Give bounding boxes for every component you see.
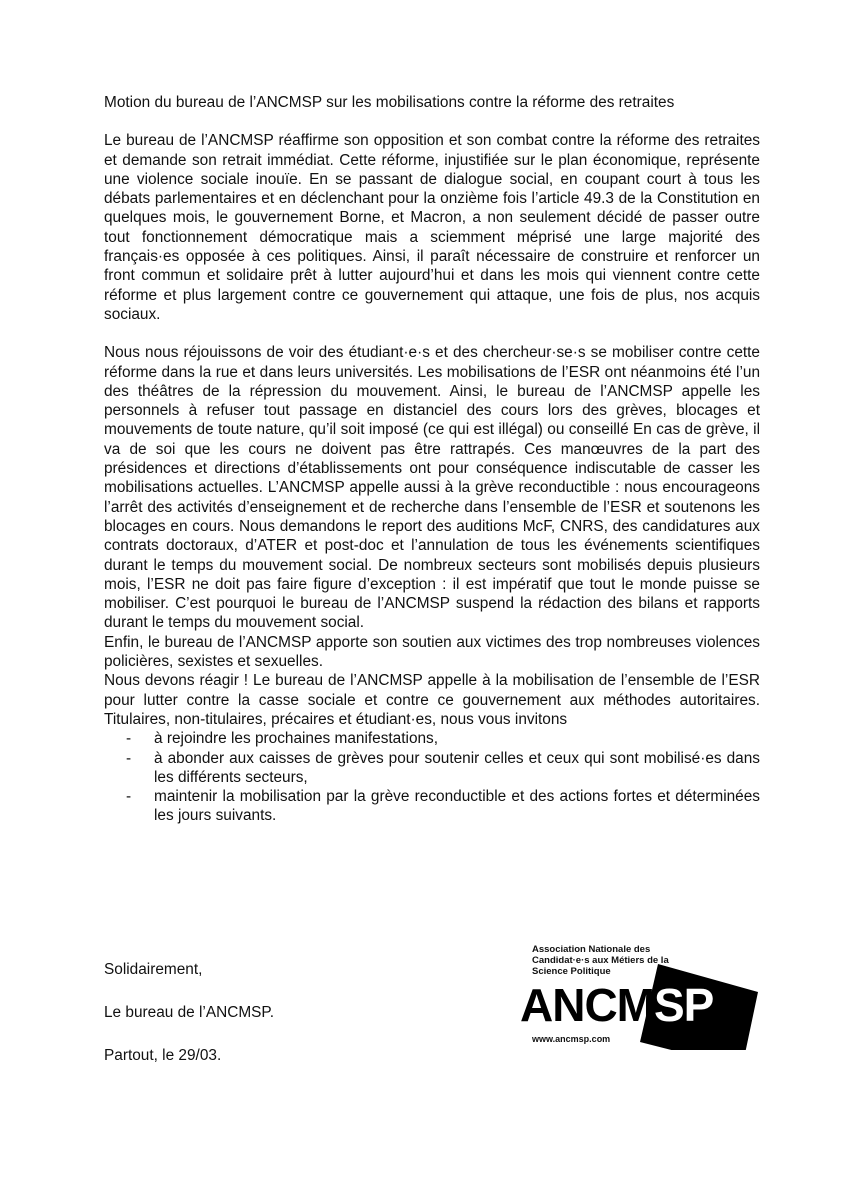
paragraph-opposition: Le bureau de l’ANCMSP réaffirme son opposition et son combat contre la réforme des retraites et demande son retrait immédiat. Cette réforme, injustifiée sur le plan économique, représente une violence sociale inouïe. En se passant de dialogue social, en coupant court à tous les débats parlementaires et en déclenchant pour la onzième fois l’article 49.3 de la Constitution en quelques mois, le gouvernement Borne, et Macron, a non seulement décidé de passer outre tout fonctionnement démocratique mais a sciemment méprisé une large majorité des français·es opposée à ces politiques. Ainsi, il paraît nécessaire de construire et renforcer un front commun et solidaire prêt à lutter aujourd’hui et dans les mois qui viennent contre cette réforme et plus largement contre ce gouvernement qui attaque, une fois de plus, nos acquis sociaux. [104,132,760,323]
list-item: - à rejoindre les prochaines manifestations, [104,729,760,748]
closing-salutation: Solidairement, [104,961,203,978]
action-list [104,729,760,825]
logo-url: www.ancmsp.com [532,1034,611,1044]
document-title: Motion du bureau de l’ANCMSP sur les mobilisations contre la réforme des retraites [104,94,675,111]
paragraph-mobilisation: Nous nous réjouissons de voir des étudiant·e·s et des chercheur·se·s se mobiliser contre cette réforme dans la rue et dans leurs universités. Les mobilisations de l’ESR ont néanmoins été l’un des théâtres de la répression du mouvement. Ainsi, le bureau de l’ANCMSP appelle les personnels à refuser tout passage en distanciel des cours lors des grèves, blocages et mouvements de toute nature, qu’il soit imposé (ce qui est illégal) ou conseillé En cas de grève, il va de soi que les cours ne doivent pas être rattrapés. Ces manœuvres de la part des présidences et directions d’établissements ont pour conséquence indiscutable de casser les mobilisations actuelles. L’ANCMSP appelle aussi à la grève reconductible : nous encourageons l’arrêt des activités d’enseignement et de recherche dans l’ensemble de l’ESR et soutenons les blocages en cours. Nous demandons le report des auditions McF, CNRS, des candidatures aux contrats doctoraux, d’ATER et post-doc et l’annulation de tous les événements scientifiques durant le temps du mouvement social. De nombreux secteurs sont mobilisés depuis plusieurs mois, l’ESR ne doit pas faire figure d’exception : il est impératif que tout le monde puisse se mobiliser. C’est pourquoi le bureau de l’ANCMSP suspend la rédaction des bilans et rapports durant le temps du mouvement social. [104,344,760,632]
paragraph-appel: Nous devons réagir ! Le bureau de l’ANCMSP appelle à la mobilisation de l’ensemble de l’ESR pour lutter contre la casse sociale et contre ce gouvernement aux méthodes autoritaires. Titulaires, non-titulaires, précaires et étudiant·es, nous vous invitons [104,672,760,728]
list-item: - maintenir la mobilisation par la grève reconductible et des actions fortes et déterminées les jours suivants. [104,787,760,826]
paragraph-soutien: Enfin, le bureau de l’ANCMSP apporte son soutien aux victimes des trop nombreuses violences policières, sexistes et sexuelles. [104,633,760,671]
list-item: - à abonder aux caisses de grèves pour soutenir celles et ceux qui sont mobilisé·es dans les différents secteurs, [104,749,760,788]
ancmsp-logo [520,940,760,1050]
place-date: Partout, le 29/03. [104,1047,222,1064]
document-body [104,93,760,826]
logo-wordmark: ANCMSP [520,979,714,1031]
signature: Le bureau de l’ANCMSP. [104,1004,274,1021]
logo-association-name: Association Nationale des Candidat·e·s aux Métiers de la Science Politique [532,944,669,977]
